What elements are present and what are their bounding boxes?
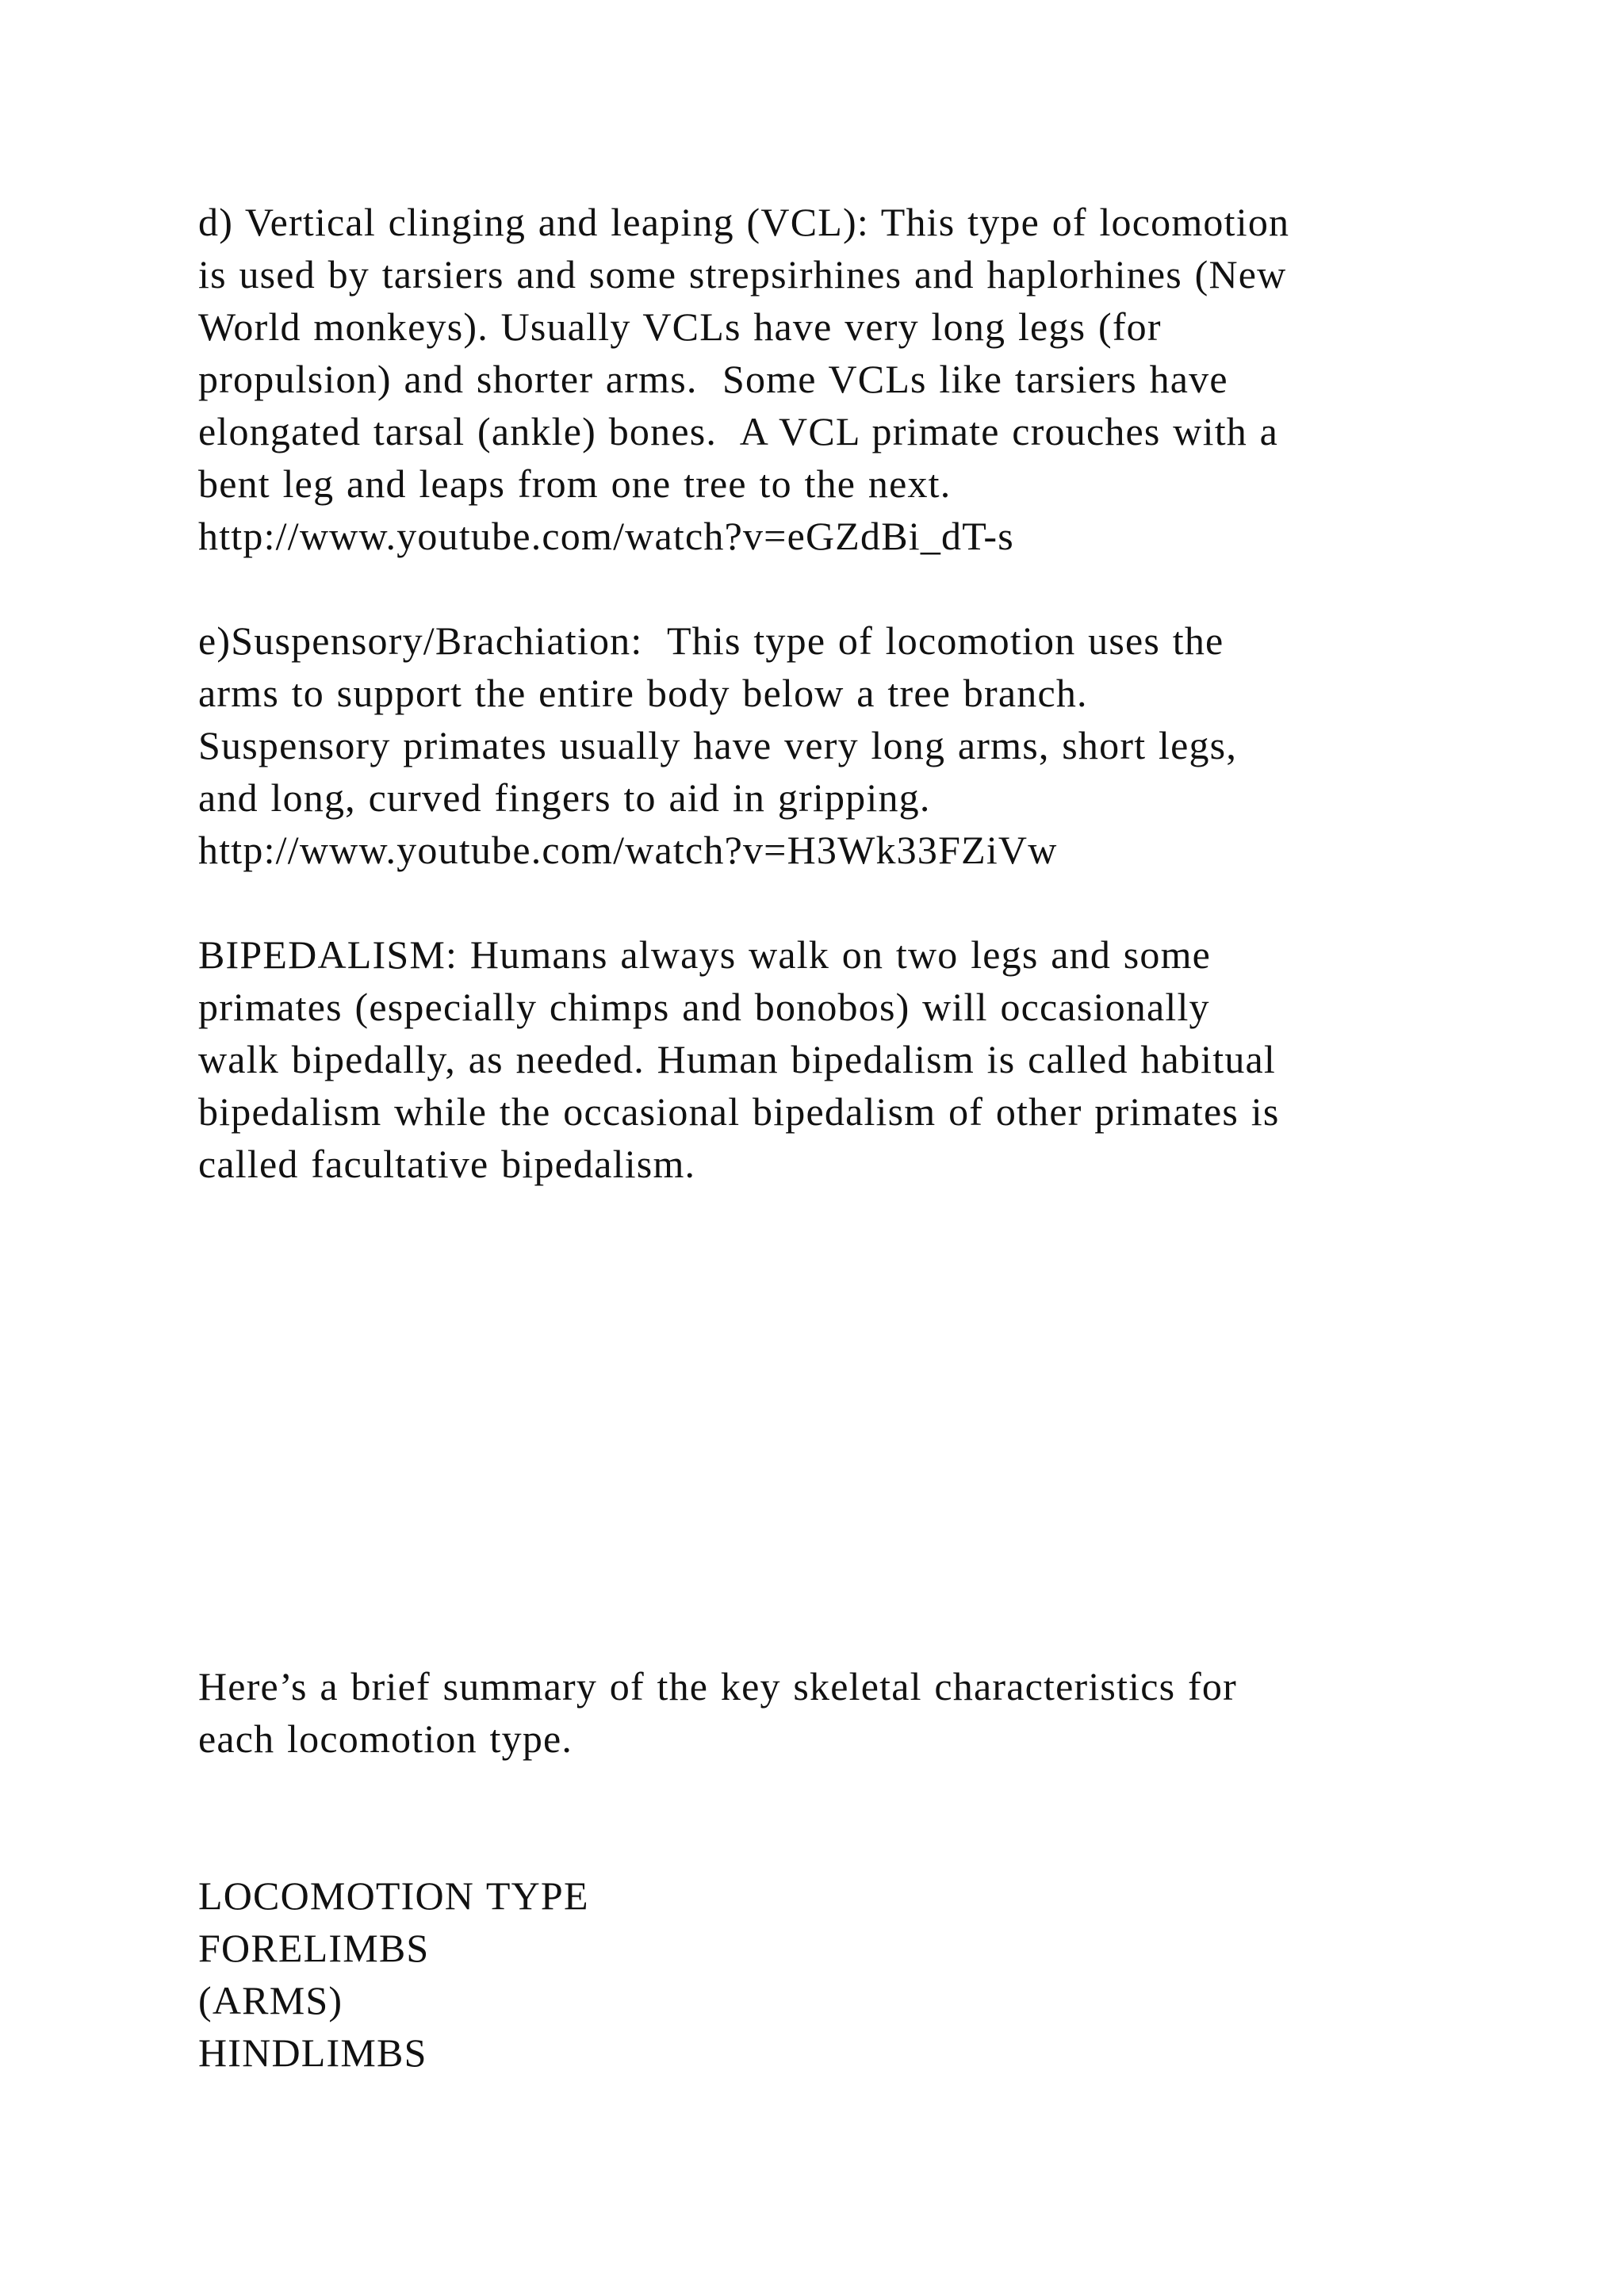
text-line: primates (especially chimps and bonobos) will occasionally <box>198 985 1210 1029</box>
text-line: bent leg and leaps from one tree to the next. <box>198 461 952 506</box>
text-line: is used by tarsiers and some strepsirhines and haplorhines (New <box>198 252 1287 297</box>
text-line: arms to support the entire body below a tree branch. <box>198 671 1088 715</box>
paragraph-bipedalism <box>198 928 1467 1190</box>
paragraph-suspensory-brachiation <box>198 614 1467 876</box>
text-line: d) Vertical clinging and leaping (VCL): This type of locomotion <box>198 200 1290 244</box>
header-forelimbs: FORELIMBS <box>198 1926 430 1970</box>
video-url-text: http://www.youtube.com/watch?v=eGZdBi_dT-s <box>198 514 1014 558</box>
paragraph-vertical-clinging-leaping <box>198 196 1467 562</box>
text-line: e)Suspensory/Brachiation: This type of locomotion uses the <box>198 618 1224 663</box>
video-url-text: http://www.youtube.com/watch?v=H3Wk33FZiVw <box>198 828 1058 872</box>
text-line: propulsion) and shorter arms. Some VCLs like tarsiers have <box>198 357 1228 401</box>
text-line: elongated tarsal (ankle) bones. A VCL primate crouches with a <box>198 409 1279 453</box>
text-line: BIPEDALISM: Humans always walk on two legs and some <box>198 932 1212 977</box>
text-line: and long, curved fingers to aid in gripping. <box>198 775 931 820</box>
header-locomotion-type: LOCOMOTION TYPE <box>198 1873 589 1918</box>
header-hindlimbs: HINDLIMBS <box>198 2030 427 2075</box>
text-line: walk bipedally, as needed. Human bipedalism is called habitual <box>198 1037 1277 1081</box>
text-line: bipedalism while the occasional bipedalism of other primates is <box>198 1089 1280 1134</box>
text-line: called facultative bipedalism. <box>198 1142 696 1186</box>
header-arms: (ARMS) <box>198 1978 343 2022</box>
text-line: Here’s a brief summary of the key skeletal characteristics for <box>198 1664 1237 1709</box>
text-line: Suspensory primates usually have very long arms, short legs, <box>198 723 1238 767</box>
text-line: each locomotion type. <box>198 1716 573 1761</box>
paragraph-summary-intro <box>198 1660 1467 1765</box>
table-header-cells <box>198 1869 1467 2079</box>
text-line: World monkeys). Usually VCLs have very long legs (for <box>198 304 1162 349</box>
